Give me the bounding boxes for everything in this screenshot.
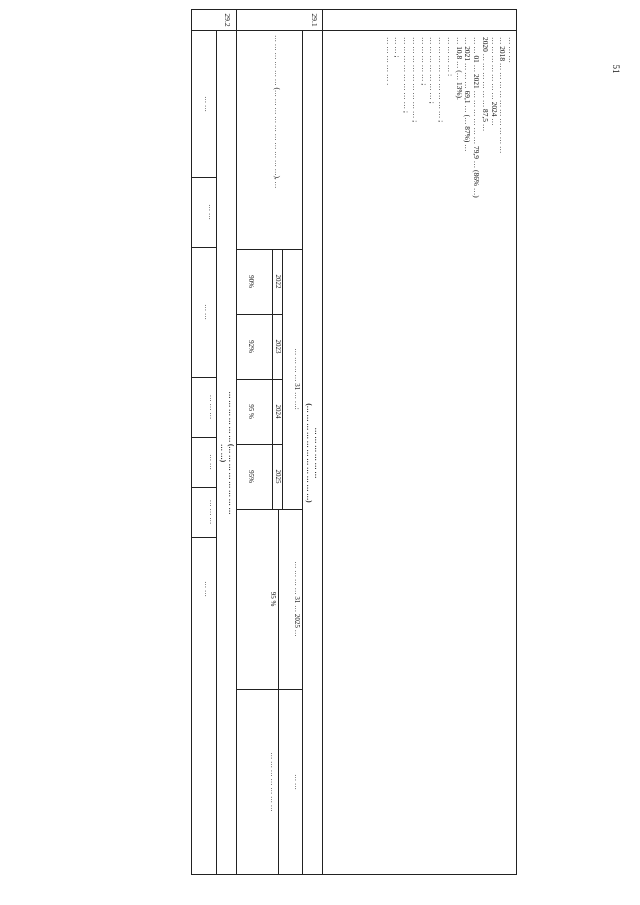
divider (191, 377, 217, 378)
row-number-29-1: 29.1 (310, 13, 319, 27)
page-number: 51 (611, 64, 621, 74)
col-responsible: … … (203, 304, 211, 320)
year-2025: 2025 (274, 469, 282, 484)
col-expected-result: … … (203, 581, 211, 597)
divider (302, 31, 303, 875)
col-measure-name: … … (203, 96, 211, 112)
section2-title-line1: … … … … … … (… … … … … … … … (227, 391, 235, 515)
year-2024: 2024 (274, 404, 282, 419)
intro-paragraph: … … … (507, 37, 516, 63)
divider (237, 689, 303, 690)
intro-paragraph: … … … … … … … … … ; (437, 37, 447, 123)
intro-paragraph: … … … … : (445, 37, 455, 77)
col-deadline: … … (207, 204, 215, 220)
divider (216, 31, 217, 875)
col-value-indicator: … … … (208, 499, 216, 525)
intro-paragraph: … … 01 … 2021 … … … … … … 79,9 … (86% …) (472, 37, 482, 198)
intro-paragraph: … … … … … … … … ; (402, 37, 412, 113)
divider (236, 9, 237, 875)
min-value: 95 % (269, 591, 277, 607)
col-target-indicator: … … … (208, 394, 216, 420)
divider (237, 509, 303, 510)
divider (278, 509, 279, 875)
intro-paragraph: … … … … … … … 2024 … (489, 37, 499, 126)
section2-title-line2: … …) (219, 443, 227, 463)
intro-text (384, 37, 515, 869)
intro-paragraph: … … … … … … … ; (428, 37, 438, 104)
min-value-header: … … … … 31 … 2025 … (293, 561, 301, 637)
executor-name: … … … … … … … (269, 752, 277, 812)
intro-paragraph: … … … … … . (384, 37, 394, 86)
key-values-header: … … … … 31 … …: (293, 348, 301, 410)
intro-paragraph: … 2018 … … … … … … … … … … (498, 37, 508, 154)
divider (191, 177, 217, 178)
divider (191, 487, 217, 488)
intro-paragraph: 2020 … … … … … … 87,5 … (480, 37, 490, 132)
executor-header: … … (293, 774, 301, 790)
value-2023: 92% (247, 340, 255, 353)
divider (191, 247, 217, 248)
intro-paragraph: … 10,8 … (… 13%). (454, 37, 464, 100)
section1-title-line2: (… … … … … … … … … … …) (305, 403, 313, 503)
intro-paragraph: … 2021 … … … 69,1 … (… 87%) … (463, 37, 473, 152)
row-number-column (191, 9, 517, 31)
section1-title-line1: … … … … … … (313, 427, 321, 479)
indicator-name: … … … … … … (… … … … … … … … … …), … (273, 35, 281, 189)
year-2023: 2023 (274, 339, 282, 354)
intro-paragraph: … … … … … ; (419, 37, 429, 86)
col-indicator-impl: … … (208, 454, 216, 470)
rotated-table-sheet (191, 9, 517, 875)
intro-paragraph: … … ; (393, 37, 403, 58)
intro-paragraph: … … … … … … … … … ; (410, 37, 420, 123)
divider (191, 537, 217, 538)
year-2022: 2022 (274, 274, 282, 289)
value-2025: 95% (247, 470, 255, 483)
value-2024: 95 % (247, 404, 255, 419)
divider (191, 437, 217, 438)
value-2022: 90% (247, 275, 255, 288)
divider (322, 9, 323, 875)
row-number-29-2: 29.2 (223, 13, 232, 27)
